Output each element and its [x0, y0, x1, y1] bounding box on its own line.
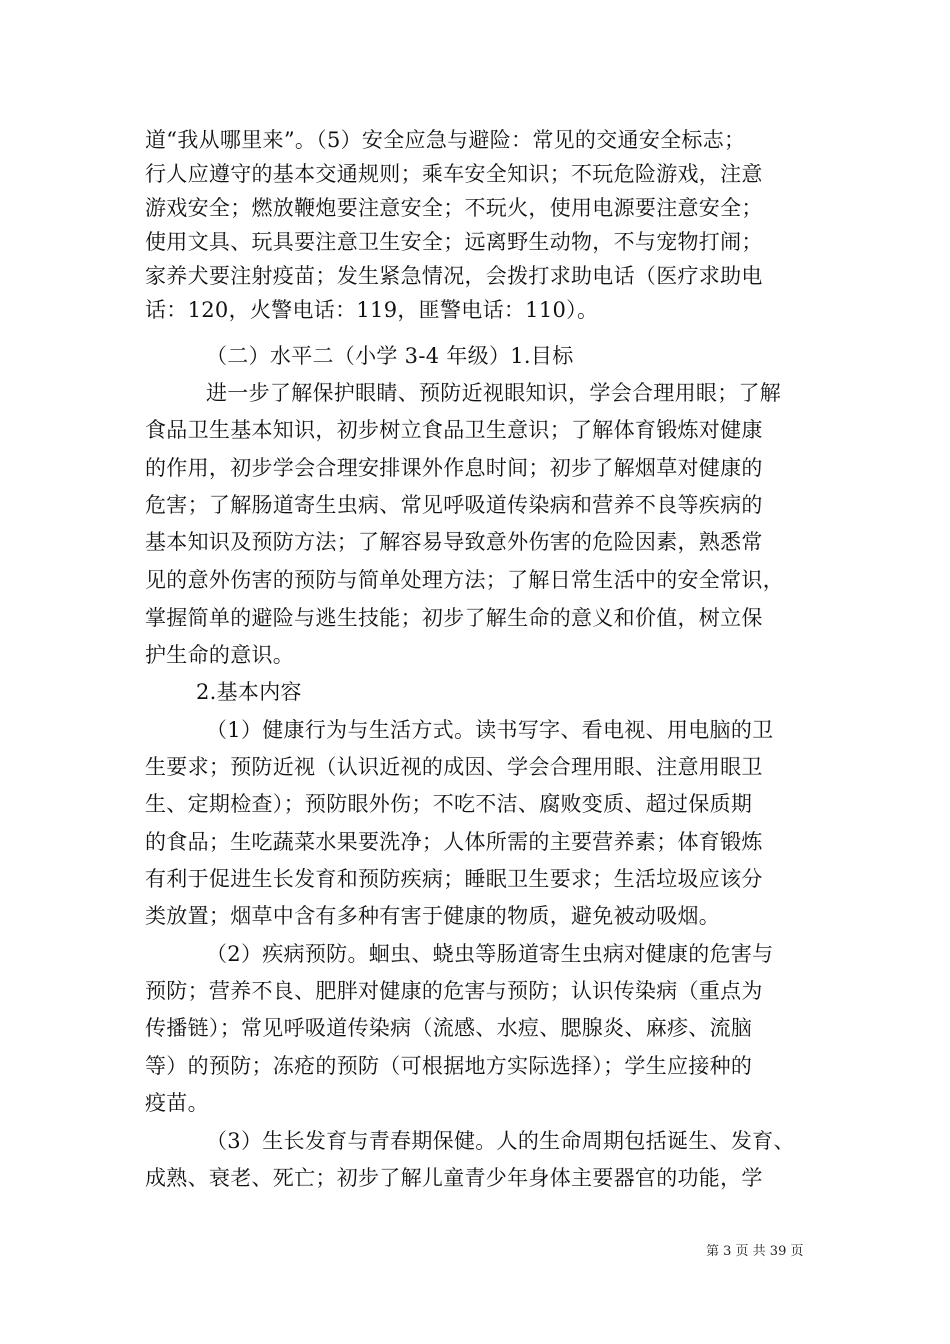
text-line: 话：120，火警电话：119，匪警电话：110）。	[145, 298, 599, 322]
text-line: 家养犬要注射疫苗；发生紧急情况，会拨打求助电话（医疗求助电	[145, 264, 763, 288]
text-line: 使用文具、玩具要注意卫生安全；远离野生动物，不与宠物打闹；	[145, 230, 763, 254]
text-line: 传播链）；常见呼吸道传染病（流感、水痘、腮腺炎、麻疹、流脑	[145, 1016, 753, 1040]
text-line: 预防；营养不良、肥胖对健康的危害与预防；认识传染病（重点为	[145, 979, 763, 1003]
text-line: 基本知识及预防方法；了解容易导致意外伤害的危险因素，熟悉常	[145, 530, 763, 554]
text-line: 生要求；预防近视（认识近视的成因、学会合理用眼、注意用眼卫	[145, 755, 763, 779]
text-line: 类放置；烟草中含有多种有害于健康的物质，避免被动吸烟。	[145, 904, 721, 928]
text-line: （1）健康行为与生活方式。读书写字、看电视、用电脑的卫	[206, 718, 774, 742]
text-line: 食品卫生基本知识，初步树立食品卫生意识；了解体育锻炼对健康	[145, 418, 763, 442]
text-line: 有利于促进生长发育和预防疾病；睡眠卫生要求；生活垃圾应该分	[145, 867, 763, 891]
text-line: 生、定期检查）；预防眼外伤；不吃不洁、腐败变质、超过保质期	[145, 792, 753, 816]
text-line: 等）的预防；冻疮的预防（可根据地方实际选择）；学生应接种的	[145, 1054, 753, 1078]
text-line: 的食品；生吃蔬菜水果要洗净；人体所需的主要营养素；体育锻炼	[145, 830, 763, 854]
text-line: 成熟、衰老、死亡；初步了解儿童青少年身体主要器官的功能，学	[145, 1166, 763, 1190]
text-line: （3）生长发育与青春期保健。人的生命周期包括诞生、发育、	[206, 1129, 795, 1153]
text-line: 进一步了解保护眼睛、预防近视眼知识，学会合理用眼；了解	[206, 381, 782, 405]
text-line: 疫苗。	[145, 1091, 209, 1115]
text-line: 危害；了解肠道寄生虫病、常见呼吸道传染病和营养不良等疾病的	[145, 493, 763, 517]
text-line: 见的意外伤害的预防与简单处理方法；了解日常生活中的安全常识，	[145, 568, 784, 592]
section-heading: （二）水平二（小学 3-4 年级）1.目标	[206, 344, 574, 368]
text-line: （2）疾病预防。蛔虫、蛲虫等肠道寄生虫病对健康的危害与	[206, 942, 774, 966]
text-line: 掌握简单的避险与逃生技能；初步了解生命的意义和价值，树立保	[145, 606, 763, 630]
text-line: 游戏安全；燃放鞭炮要注意安全；不玩火，使用电源要注意安全；	[145, 196, 763, 220]
text-line: 行人应遵守的基本交通规则；乘车安全知识；不玩危险游戏，注意	[145, 162, 763, 186]
text-line: 护生命的意识。	[145, 643, 295, 667]
section-heading: 2.基本内容	[196, 680, 302, 704]
text-line: 道“我从哪里来”。（5）安全应急与避险：常见的交通安全标志；	[145, 128, 746, 152]
text-line: 的作用，初步学会合理安排课外作息时间；初步了解烟草对健康的	[145, 456, 763, 480]
page-number-footer: 第 3 页 共 39 页	[706, 1244, 804, 1259]
